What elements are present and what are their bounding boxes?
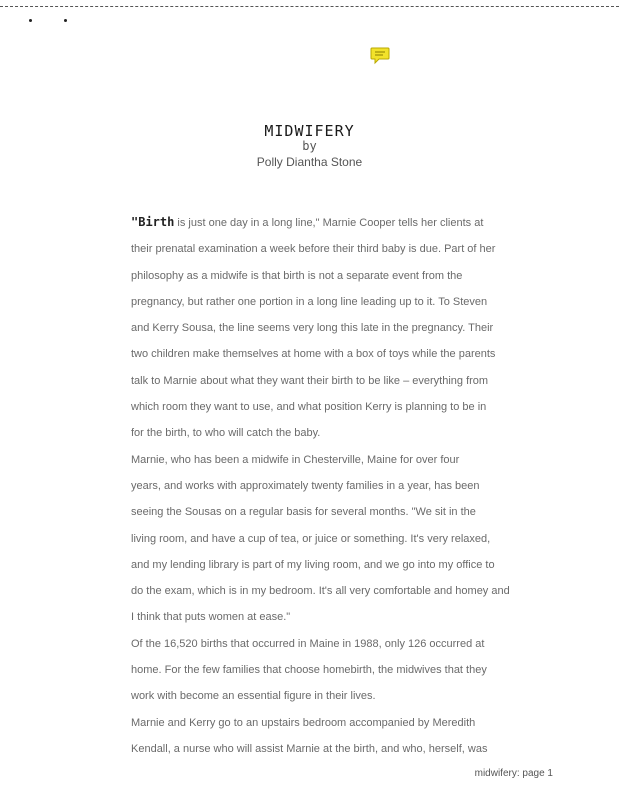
paragraph-text: is just one day in a long line," Marnie Cooper tells her clients at their prenatal examination a week before their third baby is due. Part of her philosophy as a midwife is that birth is not a separate event from the pregnancy, but rather one portion in a long line leading up to it. To Steven and Kerry Sousa, the line seems very long this late in the pregnancy. Their two children make themselves at home with a box of toys while the parents talk to Marnie about what they want their birth to be like – everything from which room they want to use, and what position Kerry is planning to be in for the birth, to who will catch the baby.	[131, 217, 496, 440]
first-word: "Birth	[131, 215, 175, 229]
page-label: midwifery: page 1	[474, 768, 553, 779]
byline: by	[302, 139, 317, 153]
document-title: MIDWIFERY	[264, 122, 355, 140]
paragraph-3: Of the 16,520 births that occurred in Maine in 1988, only 126 occurred at home. For the few families that choose homebirth, the midwives that they work with become an essential figure in their lives.	[131, 637, 487, 703]
paragraph-4: Marnie and Kerry go to an upstairs bedroom accompanied by Meredith Kendall, a nurse who will assist Marnie at the birth, and who, herself, was	[131, 716, 488, 755]
paragraph-2: Marnie, who has been a midwife in Chesterville, Maine for over four years, and works with approximately twenty families in a year, has been seeing the Sousas on a regular basis for several months. "We sit in the living room, and have a cup of tea, or juice or something. It's very relaxed, and my lending library is part of my living room, and we go into my office to do the exam, which is in my bedroom. It's all very comfortable and homey and I think that puts women at ease."	[131, 453, 510, 624]
scan-speck	[64, 19, 67, 22]
article-body	[113, 209, 551, 762]
author-name: Polly Diantha Stone	[256, 155, 363, 169]
page-top-edge	[0, 6, 619, 7]
scan-speck	[29, 19, 32, 22]
comment-note-icon[interactable]	[370, 47, 390, 65]
paragraph-1	[113, 209, 551, 447]
